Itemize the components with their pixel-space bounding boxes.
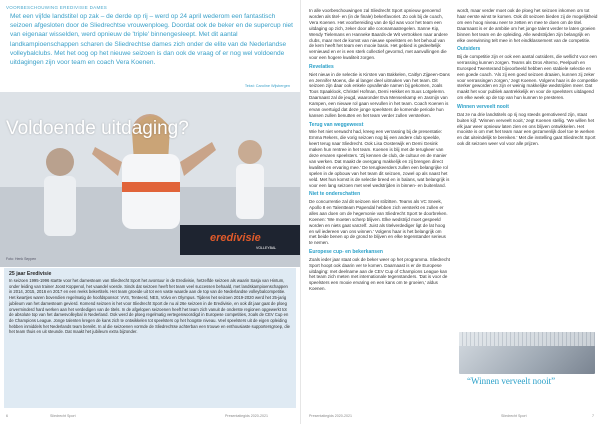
subheading: Niet te onderschatten bbox=[309, 191, 361, 198]
right-page bbox=[300, 0, 600, 424]
paragraph: Zoals ieder jaar staat ook de beker weer op het programma. Sliedrecht Sport hoopt ook daarin ver te komen. Daarnaast is er de Europese uitdaging: met deelname aan de CEV Cup of Champions League kan het team zich meten met internationale tegenstanders. 'Dat is voor de speelsters een mooie ervaring en een kans om te groeien,' aldus Koenen. bbox=[309, 256, 450, 292]
article-column-1 bbox=[309, 8, 450, 294]
page-footer-right: Presentatiegids 2020-2021 bbox=[225, 414, 268, 418]
subheading: Terug van weggeweest bbox=[309, 121, 364, 128]
eredivisie-logo: eredivisie bbox=[210, 232, 261, 244]
paragraph: De concurrentie zal dit seizoen niet stilzitten. Teams als VC Sneek, Apollo 8 en Talentteam Papendal hebben zich versterkt en zullen er alles aan doen om de hegemonie van Sliedrecht Sport te doorbreken. Koenen: 'We moeten scherp blijven. Elke wedstrijd moet gespeeld worden en niets gaat vanzelf. Juist als titelverdediger ligt de lat hoog en wil iedereen van ons winnen.' Volgens haar is het belangrijk om met beide benen op de grond te blijven en elke tegenstander serieus te nemen. bbox=[309, 198, 448, 246]
page-number: 6 bbox=[6, 414, 8, 418]
paragraph: Niet nieuw in de selectie is Kirsten van Bakkelen, Caitlyn Zijpeen-Dans en Jennifer Moens, die al langer deel uitmaken van het team. Dit seizoen zijn daar ook enkele opvallende namen bij gekomen, zoals Toos Spaaklook, Christel Hofman, Demi Hekket en Suus Lotgelemn. Daarnaast zal de jeugd, waaronder Eva Mensenkamp en Jasmijn van Kampen, een nieuwe rol gaan vervullen in het team. Coach Koenen is ervan overtuigd dat deze jonge speelsters de komende periode hun kansen zullen benutten en het team verder zullen versterken. bbox=[309, 71, 450, 118]
article-column-2 bbox=[457, 8, 598, 149]
page-number: 7 bbox=[592, 414, 594, 418]
info-box bbox=[4, 268, 296, 408]
paragraph: In alle voorbeschouwingen zal Sliedrecht Sport opnieuw genoemd worden als titel- en (in de finale) bekerfavoriet. Zo ook bij de coach, Vera Koenen. Het voorbereiding van de tijd was voor het team een uitdaging op zich, zeker door alle coronamaatregelen. Sanne Kip, Wendy Tielemans en Hanneke Baards-de Wit vertrokken naar andere clubs, maar met de komst van nieuwe speelsters en het behoud van de kern heeft het team een mooie basis. Het gebied is gedeeltelijk vernieuwd en er is een sterk collectief gevormd, met aanvullingen die voor een hogere kwaliteit zorgen. bbox=[309, 8, 448, 61]
subheading: Revelaties bbox=[309, 64, 334, 71]
photo-credit: Foto: Henk Seppen bbox=[6, 257, 37, 261]
info-box-text: In seizoen 1995-1996 startte voor het damesteam van Sliedrecht Sport het avontuur in de Eredivisie, hetzelfde seizoen als waarin Sasja van Hintum, onder leiding van trainer Joost Koppenol, het vaandel voerde. Sinds dat seizoen heeft het team veel successen behaald, met landskampioenschappen in 2014, 2015, 2016 en 2017 en een reeks bekertitels. Het team groeide uit tot een vaste waarde aan de top van de Nederlandse volleybalcompetitie. Het kwartjes waren bovendien regelmatig de hoofdsponsor: VVS, Tenteerd, NES, Volvo en Olympus. Tijdens het seizoen 2019-2020 werd het 25-jarig jubileum van het damesteam gevierd. Komend seizoen is het voor Sliedrecht Sport de nu al 26e seizoen in de Eredivisie, en ook dit jaar gaat de ploeg onverminderd hard werken aan het verdedigen van de titels. In de afgelopen seizoenen heeft het team zich vanuit de onderste regionen opgewerkt tot de absolute top van het damesvolleybal in Nederland. Ook werd de ploeg regelmatig vertegenwoordigd in Europese competities, zoals de CEV Cup en de Champions League. Jonge talenten kregen de kans zich te ontwikkelen tot speelsters op het hoogste niveau. Veel speelsters uit de eigen opleiding hebben inmiddels het Nederlands team bereikt. In al die seizoenen vormde de Sliedrechtse achterban een trouwe en enthousiaste supportersgroep, die het team thuis en uit steunde. Dat maakt het jubileum extra bijzonder. bbox=[9, 278, 290, 335]
subheading: Winnen verveelt nooit bbox=[457, 104, 509, 111]
subheading: Outsiders bbox=[457, 46, 481, 53]
text-credit: Tekst: Caroline Wijsbergen bbox=[244, 84, 290, 88]
paragraph: Wie het niet verwacht had, kreeg een verrassing bij de presentatie: Emma Rekers, die vorig seizoen nog bij een andere club speelde, keert terug naar Sliedrecht. Ook Lisa Oosterwijk en Demi Gesink maken hun rentree in het team. Koenen is blij met de terugkeer van deze ervaren speelsters. 'Zij kennen de club, de cultuur en de manier van werken. Dat maakt de overgang makkelijk en zij brengen direct kwaliteit en ervaring mee.' De terugkeerders zullen een belangrijke rol spelen in de opbouw van het team dit seizoen, zowel op als naast het veld. Met hun komst is de selectie breed en in balans, wat belangrijk is voor een lang seizoen met veel wedstrijden in binnen- en buitenland. bbox=[309, 129, 450, 188]
pull-quote: “Winnen verveelt nooit” bbox=[467, 376, 556, 386]
paragraph: wordt, maar verder moet ook de ploeg het seizoen inkomen om tot haar eerste winst te komen. Ook dit seizoen bieden zij de mogelijkheid om een hoog niveau neer te zetten en mee te doen om de titel. Daarnaast is er de ambitie om het jonge talent verder te laten groeien binnen het team en de opleiding. Alle wedstrijden zijn belangrijk en elke overwinning telt mee in het eindklassement van de competitie. bbox=[457, 8, 598, 43]
section-label: VOORBESCHOUWING EREDIVISIE DAMES bbox=[6, 5, 108, 10]
paragraph: Bij de competitie zijn er ook een aantal outsiders, die wellicht voor een verrassing kunnen zorgen. Teams als Dros Alterno, Peelpush en Eurosped Twenterand bijvoorbeeld hebben een stabiele selectie en een goede coach. 'Als zij een goed seizoen draaien, kunnen zij zeker voor verrassingen zorgen,' zegt Koenen. Volgens haar is de competitie sterker geworden en zijn er weinig makkelijke wedstrijden meer. Dat maakt het voor publiek aantrekkelijk en voor de speelsters uitdagend om elke week op de top van hun kunnen te presteren. bbox=[457, 53, 598, 101]
inset-photo-net bbox=[459, 332, 595, 346]
paragraph: Dat ze na drie landstitels op rij nog steeds gemotiveerd zijn, staat buiten kijf. 'Winnen verveelt nooit,' zegt Koenen stellig. 'We willen het elk jaar weer opnieuw laten zien en ons blijven ontwikkelen. Het mooiste is om met het team naar een gezamenlijk doel toe te werken en dat uiteindelijk te bereiken.' Met die instelling gaat Sliedrecht Sport ook dit seizoen weer vol voor alle prijzen. bbox=[457, 111, 596, 147]
subheading: Europese cup- en bekerkansen bbox=[309, 249, 383, 256]
page-footer: Sliedrecht Sport bbox=[50, 414, 76, 418]
eredivisie-logo-sub: VOLLEYBAL bbox=[256, 246, 277, 250]
page-footer-right: Sliedrecht Sport bbox=[501, 414, 527, 418]
intro-text: Met een vijfde landstitel op zak – de derde op rij – werd op 24 april wederom een fantastisch seizoen afgesloten door de Sliedrechtse vrouwenploeg. Doordat ook de beker en de supercup niet van eigenaar wisselden, werd opnieuw de 'triple' binnengesleept. Met dit aantal landkampioenschappen scharen de Sliedrechtse dames zich onder de elite van de Nederlandse volleybalclubs. Met het oog op het nieuwe seizoen is dan ook de vraag of er nog wel voldoende uitdagingen zijn voor team en coach Vera Koenen. bbox=[10, 13, 293, 67]
photo-headline: Voldoende uitdaging? bbox=[6, 118, 189, 139]
info-box-title: 25 jaar Eredivisie bbox=[9, 271, 52, 277]
page-footer: Presentatiegids 2020-2021 bbox=[309, 414, 352, 418]
